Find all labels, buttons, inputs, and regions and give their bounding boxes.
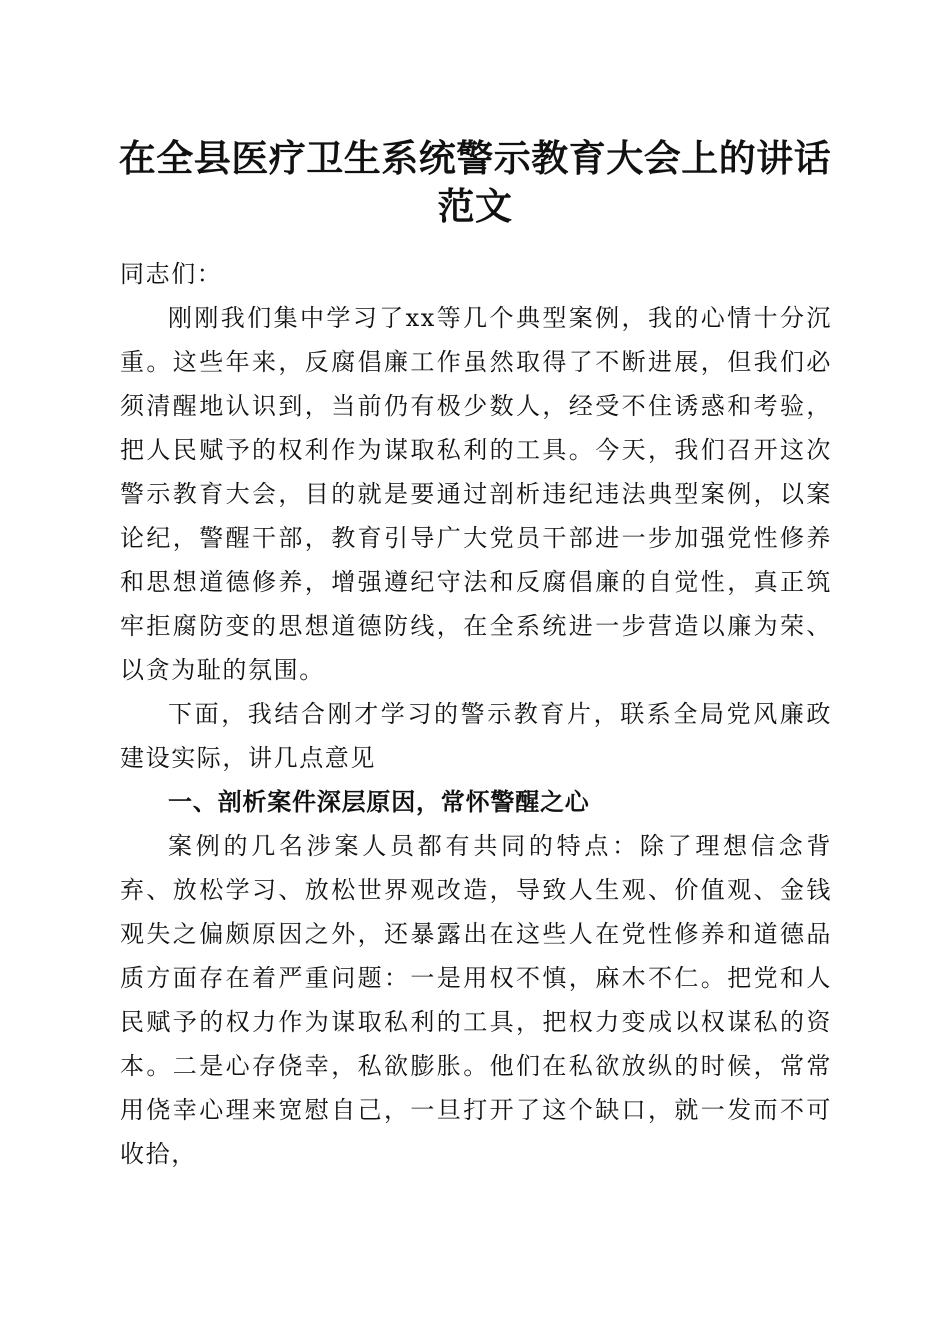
section-heading-1: 一、剖析案件深层原因，常怀警醒之心 [168, 788, 590, 816]
document-title: 在全县医疗卫生系统警示教育大会上的讲话范文 [118, 136, 832, 228]
paragraph-outline: 下面，我结合刚才学习的警示教育片，联系全局党风廉政建设实际，讲几点意见 [120, 700, 832, 772]
document-body [120, 252, 832, 1176]
salutation: 同志们： [120, 260, 223, 288]
section-1-paragraph: 案例的几名涉案人员都有共同的特点：除了理想信念背弃、放松学习、放松世界观改造，导致人生观、价值观、金钱观失之偏颇原因之外，还暴露出在这些人在党性修养和道德品质方面存在着严重问题：一是用权不慎，麻木不仁。把党和人民赋予的权力作为谋取私利的工具，把权力变成以权谋私的资本。二是心存侥幸，私欲膨胀。他们在私欲放纵的时候，常常用侥幸心理来宽慰自己，一旦打开了这个缺口，就一发而不可收拾， [120, 832, 832, 1168]
paragraph-intro: 刚刚我们集中学习了xx等几个典型案例，我的心情十分沉重。这些年来，反腐倡廉工作虽然取得了不断进展，但我们必须清醒地认识到，当前仍有极少数人，经受不住诱惑和考验，把人民赋予的权利作为谋取私利的工具。今天，我们召开这次警示教育大会，目的就是要通过剖析违纪违法典型案例，以案论纪，警醒干部，教育引导广大党员干部进一步加强党性修养和思想道德修养，增强遵纪守法和反腐倡廉的自觉性，真正筑牢拒腐防变的思想道德防线，在全系统进一步营造以廉为荣、以贪为耻的氛围。 [120, 304, 832, 684]
